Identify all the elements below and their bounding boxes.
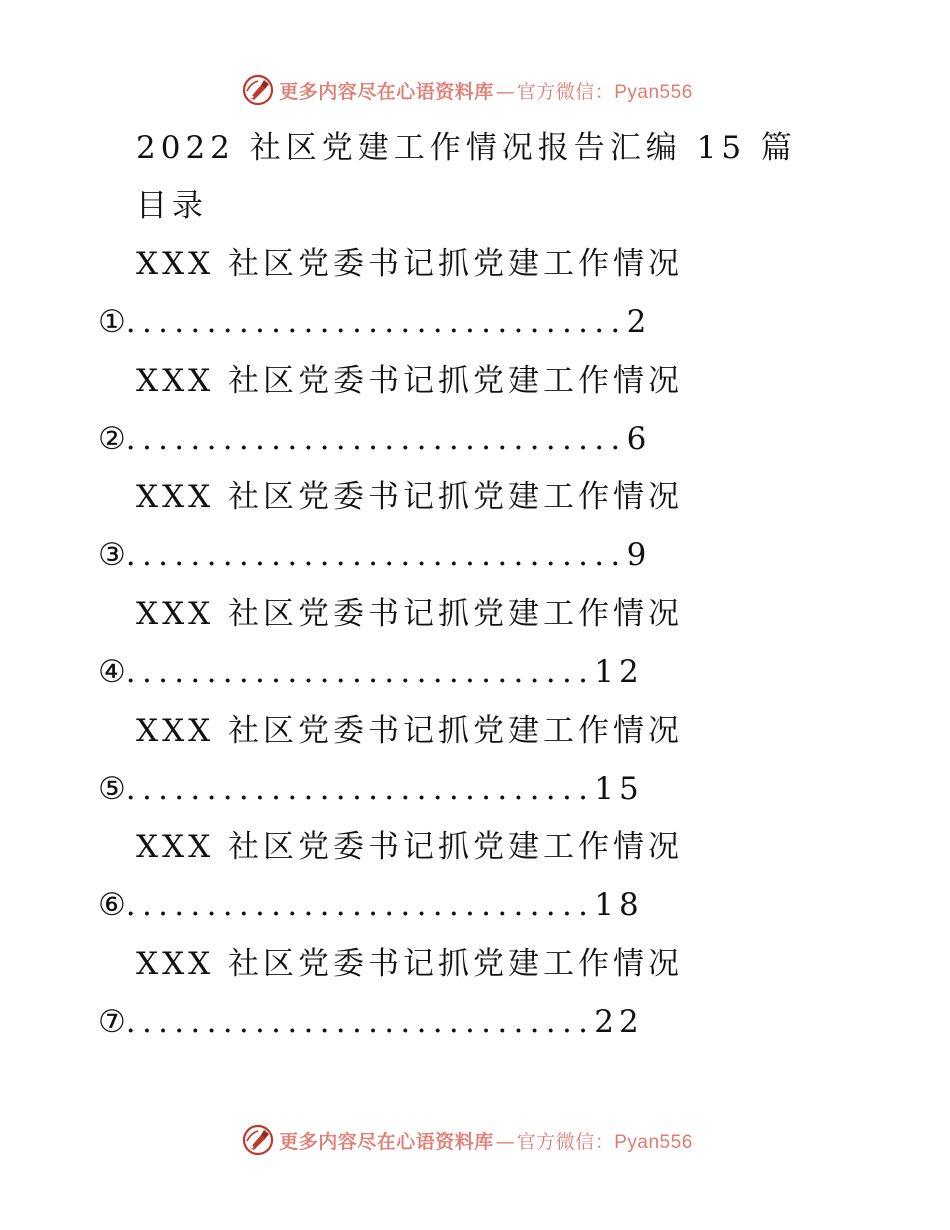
toc-entry-number: ④ <box>98 654 126 690</box>
toc-entry-dots: ............................. <box>125 887 595 923</box>
toc-entry-leader <box>98 879 644 931</box>
watermark-content <box>241 1123 693 1157</box>
toc-entry-title: XXX 社区党委书记抓党建工作情况 <box>136 829 684 865</box>
toc-entry-page: 9 <box>626 537 652 573</box>
toc-entry-number: ③ <box>98 537 126 573</box>
header-watermark <box>0 70 950 110</box>
toc-entry-dots: ............................... <box>125 421 627 457</box>
watermark-content <box>241 73 693 107</box>
watermark-wechat-id: Pyan556 <box>614 81 693 103</box>
watermark-site-name: 更多内容尽在心语资料库 <box>279 1130 494 1153</box>
toc-entry-leader <box>98 529 651 581</box>
toc-entry-number: ⑥ <box>98 887 126 923</box>
watermark-text <box>279 77 693 104</box>
pen-logo-icon <box>241 1123 275 1157</box>
toc-entry-dots: ............................. <box>125 771 595 807</box>
toc-entry-page: 2 <box>626 304 652 340</box>
toc-entry-leader <box>98 763 644 815</box>
watermark-wechat-label: 官方微信： <box>516 80 615 103</box>
watermark-text <box>279 1127 693 1154</box>
toc-entry-page: 12 <box>594 654 644 690</box>
watermark-wechat-label: 官方微信： <box>516 1130 615 1153</box>
toc-entry-dots: ............................... <box>125 304 627 340</box>
toc-entry-dots: ............................. <box>125 1004 595 1040</box>
watermark-dash: — <box>495 80 513 103</box>
toc-entry-page: 6 <box>626 421 652 457</box>
toc-entry-title: XXX 社区党委书记抓党建工作情况 <box>136 479 684 515</box>
toc-entry-leader <box>98 296 651 348</box>
toc-entry-title: XXX 社区党委书记抓党建工作情况 <box>136 596 684 632</box>
toc-entry-dots: ............................. <box>125 654 595 690</box>
toc-entry-title: XXX 社区党委书记抓党建工作情况 <box>136 246 684 282</box>
toc-entry-number: ⑦ <box>98 1004 126 1040</box>
watermark-site-name: 更多内容尽在心语资料库 <box>279 80 494 103</box>
document-title: 2022 社区党建工作情况报告汇编 15 篇 <box>136 130 797 166</box>
toc-entry-leader <box>98 413 651 465</box>
toc-entry-title: XXX 社区党委书记抓党建工作情况 <box>136 363 684 399</box>
toc-entry-leader <box>98 996 644 1048</box>
toc-entry-number: ⑤ <box>98 771 126 807</box>
toc-entry-page: 22 <box>594 1004 644 1040</box>
toc-entry-page: 15 <box>594 771 644 807</box>
watermark-dash: — <box>495 1130 513 1153</box>
pen-logo-icon <box>241 73 275 107</box>
toc-entry-number: ① <box>98 304 126 340</box>
toc-entry-title: XXX 社区党委书记抓党建工作情况 <box>136 946 684 982</box>
toc-entry-page: 18 <box>594 887 644 923</box>
footer-watermark <box>0 1120 950 1160</box>
toc-entry-leader <box>98 646 644 698</box>
toc-entry-title: XXX 社区党委书记抓党建工作情况 <box>136 713 684 749</box>
toc-entry-dots: ............................... <box>125 537 627 573</box>
watermark-wechat-id: Pyan556 <box>614 1131 693 1153</box>
toc-heading: 目录 <box>136 188 208 224</box>
toc-entry-number: ② <box>98 421 126 457</box>
